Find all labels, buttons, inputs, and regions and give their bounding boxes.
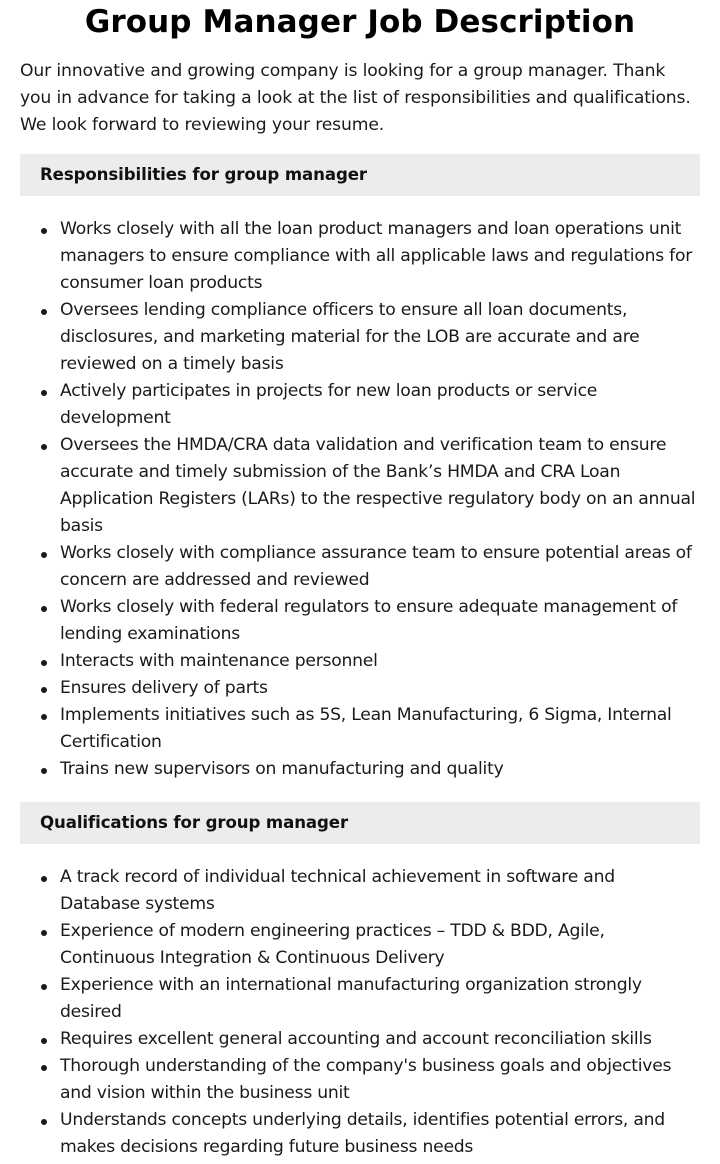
bullet-icon: [41, 606, 47, 612]
list-item: [20, 297, 700, 378]
list-item: [20, 378, 700, 432]
list-item: [20, 702, 700, 756]
list-item-text: Interacts with maintenance personnel: [60, 651, 378, 671]
bullet-icon: [41, 1065, 47, 1071]
list-item-text: A track record of individual technical achievement in software and Database systems: [60, 867, 615, 914]
list-item-text: Experience with an international manufacturing organization strongly desired: [60, 975, 642, 1022]
bullet-icon: [41, 1038, 47, 1044]
qualifications-heading: Qualifications for group manager: [20, 802, 700, 844]
list-item: [20, 1026, 700, 1053]
list-item-text: Requires excellent general accounting and account reconciliation skills: [60, 1029, 652, 1049]
list-item-text: Implements initiatives such as 5S, Lean Manufacturing, 6 Sigma, Internal Certification: [60, 705, 672, 752]
list-item: [20, 675, 700, 702]
list-item: [20, 1107, 700, 1161]
bullet-icon: [41, 552, 47, 558]
bullet-icon: [41, 444, 47, 450]
bullet-icon: [41, 660, 47, 666]
list-item-text: Ensures delivery of parts: [60, 678, 268, 698]
list-item-text: Understands concepts underlying details, identifies potential errors, and makes decisions regarding future business needs: [60, 1110, 665, 1157]
list-item-text: Actively participates in projects for new loan products or service development: [60, 381, 598, 428]
bullet-icon: [41, 1119, 47, 1125]
bullet-icon: [41, 228, 47, 234]
bullet-icon: [41, 984, 47, 990]
intro-paragraph: Our innovative and growing company is looking for a group manager. Thank you in advance for taking a look at the list of responsibilities and qualifications. We look forward to reviewing your resume.: [20, 61, 691, 135]
bullet-icon: [41, 309, 47, 315]
list-item-text: Works closely with compliance assurance team to ensure potential areas of concern are addressed and reviewed: [60, 543, 692, 590]
list-item-text: Thorough understanding of the company's business goals and objectives and vision within the business unit: [60, 1056, 672, 1103]
responsibilities-heading: Responsibilities for group manager: [20, 154, 700, 196]
list-item-text: Works closely with all the loan product managers and loan operations unit managers to ensure compliance with all applicable laws and regulations for consumer loan products: [60, 219, 693, 293]
bullet-icon: [41, 687, 47, 693]
list-item: [20, 1053, 700, 1107]
list-item: [20, 918, 700, 972]
qualifications-list: [20, 844, 700, 1161]
bullet-icon: [41, 930, 47, 936]
list-item: [20, 756, 700, 783]
bullet-icon: [41, 714, 47, 720]
list-item: [20, 216, 700, 297]
bullet-icon: [41, 876, 47, 882]
list-item: [20, 972, 700, 1026]
responsibilities-list: [20, 196, 700, 783]
list-item-text: Works closely with federal regulators to ensure adequate management of lending examinations: [60, 597, 678, 644]
list-item-text: Oversees the HMDA/CRA data validation and verification team to ensure accurate and timely submission of the Bank’s HMDA and CRA Loan Application Registers (LARs) to the respective regulatory body on an annual basis: [60, 435, 696, 536]
list-item: [20, 594, 700, 648]
list-item: [20, 864, 700, 918]
list-item: [20, 540, 700, 594]
list-item-text: Oversees lending compliance officers to ensure all loan documents, disclosures, and marketing material for the LOB are accurate and are reviewed on a timely basis: [60, 300, 640, 374]
list-item-text: Experience of modern engineering practices – TDD & BDD, Agile, Continuous Integration & Continuous Delivery: [60, 921, 605, 968]
list-item: [20, 648, 700, 675]
bullet-icon: [41, 768, 47, 774]
bullet-icon: [41, 390, 47, 396]
list-item: [20, 432, 700, 540]
list-item-text: Trains new supervisors on manufacturing and quality: [60, 759, 504, 779]
page-title: Group Manager Job Description: [84, 4, 636, 40]
